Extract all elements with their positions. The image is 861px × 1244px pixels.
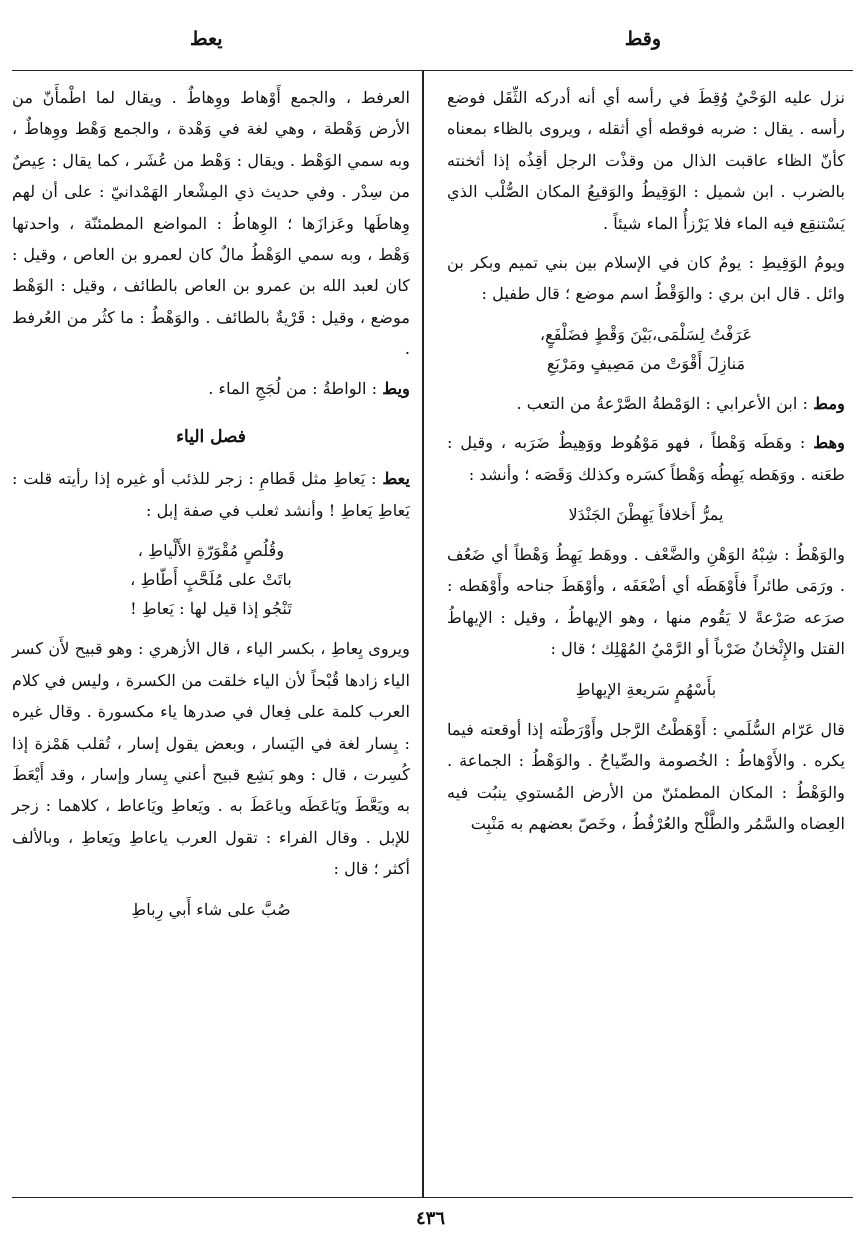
verse-line: وقُلُصٍ مُقْوَرّةِ الأَلْياطِ ، — [137, 541, 285, 561]
verse-line: صُبَّ على شاء أَبي رِباطِ — [131, 899, 291, 919]
section-title: فصل الياء — [176, 427, 246, 448]
column-divider — [422, 70, 424, 1197]
entry-text — [12, 373, 410, 404]
verse-block — [447, 320, 845, 378]
entry-text: والوَهْطُ : شِبْهُ الوَهْنِ والضَّعْف . ووهَط يَهِطُ وَهْطاً أي ضَعُف . ورَمَى طائراً فأَوْهَطَه أي أضْعَفَه ، وأوْهَطَ جناحه وأَوْهَطه : صرَعه صَرْعةً لا يَقُوم منها ، وهو الإيهاطُ ، وقيل : الإيهاطُ القتل والإِثْخانُ ضَرْباً أو الرَّمْيُ المُهْلِك ؛ قال : — [447, 545, 845, 659]
page-number: ٤٣٦ — [415, 1208, 445, 1229]
lemma-headword: ومط — [813, 393, 845, 413]
running-headword-left: يعط — [190, 28, 223, 50]
left-column — [12, 82, 410, 934]
entry-text: ويومُ الوَقِيطِ : يومٌ كان في الإسلام بين بني تميم وبكر بن وائل . قال ابن بري : والوَقْطُ اسم موضع ؛ قال طفيل : — [447, 253, 845, 304]
verse-block — [12, 536, 410, 623]
entry-definition: : وهَطَه وَهْطاً ، فهو مَوْهُوط ووَهِيطٌ ضَرَبه ، وقيل : طعَنه . ووَهَطه يَهِطُه وَهْطاً كسَره وكذلك وَقَصَه ؛ وأنشد : — [447, 433, 845, 484]
lemma-headword: يعط — [382, 469, 410, 489]
header-rule — [12, 70, 853, 71]
entry-definition: : ابن الأعرابي : الوَمْطةُ الصَّرْعةُ من التعب . — [516, 393, 814, 413]
verse-line: بأَسْهُمٍ سَريعةِ الإيهاطِ — [575, 679, 717, 699]
verse-block — [447, 500, 845, 529]
entry-text — [447, 388, 845, 419]
footer-rule — [12, 1197, 853, 1198]
verse-line: يمرُّ أَخلافاً يَهِطْنَ الجَنْدَلا — [568, 505, 724, 525]
entry-definition: : يَعاطِ مثل قَطامِ : زجر للذئب أو غيره إذا رأيته قلت : يَعاطِ يَعاطِ ! وأنشد ثعلب في صفة إبل : — [12, 469, 410, 520]
entry-text: قال عَرّام السُّلَمي : أَوْهَطْتُ الرَّجل وأَوْرَطْته إذا أوقعته فيما يكره . والأَوْهاطُ : الخُصومة والصِّياحُ . والوَهْطُ : الجماعة . والوَهْطُ : المكان المطمئنّ من الأرض المُستوي ينبُت فيه العِضاه والسَّمُر والطَّلْح والعُرْفُطُ ، وخَصّ بعضهم به مَنْبِت — [447, 719, 845, 833]
running-headword-right: وقط — [624, 28, 661, 50]
lemma-headword: وهط — [813, 433, 845, 453]
page-header — [0, 28, 861, 64]
verse-block — [447, 675, 845, 704]
verse-line: عَرَفْتُ لِسَلْمَى،بَيْنَ وَقْطٍ فضَلْفَعٍ، — [539, 324, 753, 344]
entry-text — [447, 427, 845, 490]
entry-definition: : الواطةُ : من لُجَجِ الماء . — [208, 378, 383, 398]
lemma-headword: ويط — [382, 378, 410, 398]
entry-text: نزل عليه الوَحْيُ وُقِطَ في رأسه أي أنه أدركه الثِّقَل فوضع رأسه . يقال : ضربه فوقطه أي أثقله ، ويروى بالظاء بمعناه كأنّ الظاء عاقبت الذال من وقذْت الرجل أقِذُه إذا أثخنته بالضرب . ابن شميل : الوَقِيطُ والوَقيعُ المكان الصُّلْب الذي يَسْتنقِع فيه الماء فلا يَرْزأُ الماء شيئاً . — [447, 88, 845, 233]
verse-line: باتَتْ على مُلَحَّبٍ أَطّاطِ ، — [130, 570, 292, 590]
right-column — [447, 82, 845, 839]
entry-text: العرفط ، والجمع أَوْهاط ووِهاطٌ . ويقال لما اطْمأَنّ من الأرض وَهْطة ، وهي لغة في وَهْدة ، والجمع وَهْط ووِهاطٌ ، وبه سمي الوَهْط . ويقال : وَهْط من عُشَر ، كما يقال : عِيصٌ من سِدْر . وفي حديث ذي المِشْعار الهَمْدانيّ : على أن لهم وِهاطَها وعَزازَها ؛ الوِهاطُ : المواضع المطمئنّة ، واحدتها وَهْط ، وبه سمي الوَهْطُ مالٌ كان لعمرو بن العاص ، وقيل : كان لعبد الله بن عمرو بن العاص بالطائف ، وقيل : الوَهْط موضع ، وقيل : قَرْيةٌ بالطائف . والوَهْطُ : ما كثُر من العُرفط . — [12, 88, 410, 359]
entry-text — [12, 463, 410, 526]
entry-text: ويروى يِعاطِ ، بكسر الياء ، قال الأزهري : وهو قبيح لأَن كسر الياء زادها قُبْحاً لأن الياء خلقت من الكسرة ، وليس في كلام العرب كلمة على فِعال في صدرها ياء مكسورة . وقال غيره : يِسار لغة في اليَسار ، وبعض يقول إسار ، تُقلب هَمْزة إذا كُسِرت ، قال : وهو بَشِع قبيح أعني يِسار وإسار ، وقد أَيْعَطَ به ويَعَّطَ ويَاعَطَه وياعَطَ به . ويَعاطِ ويَاعاط ، كلاهما : زجر للإبل . وقال الفراء : تقول العرب ياعاطِ ويَعاطِ ، وبالألف أكثر ؛ قال : — [12, 639, 410, 879]
verse-line: مَنازِلَ أَقْوَتْ من مَصِيفٍ ومَرْبَعِ — [546, 353, 746, 373]
verse-block — [12, 895, 410, 924]
verse-line: تَنْجُو إذا قيل لها : يَعاطِ ! — [130, 599, 292, 619]
